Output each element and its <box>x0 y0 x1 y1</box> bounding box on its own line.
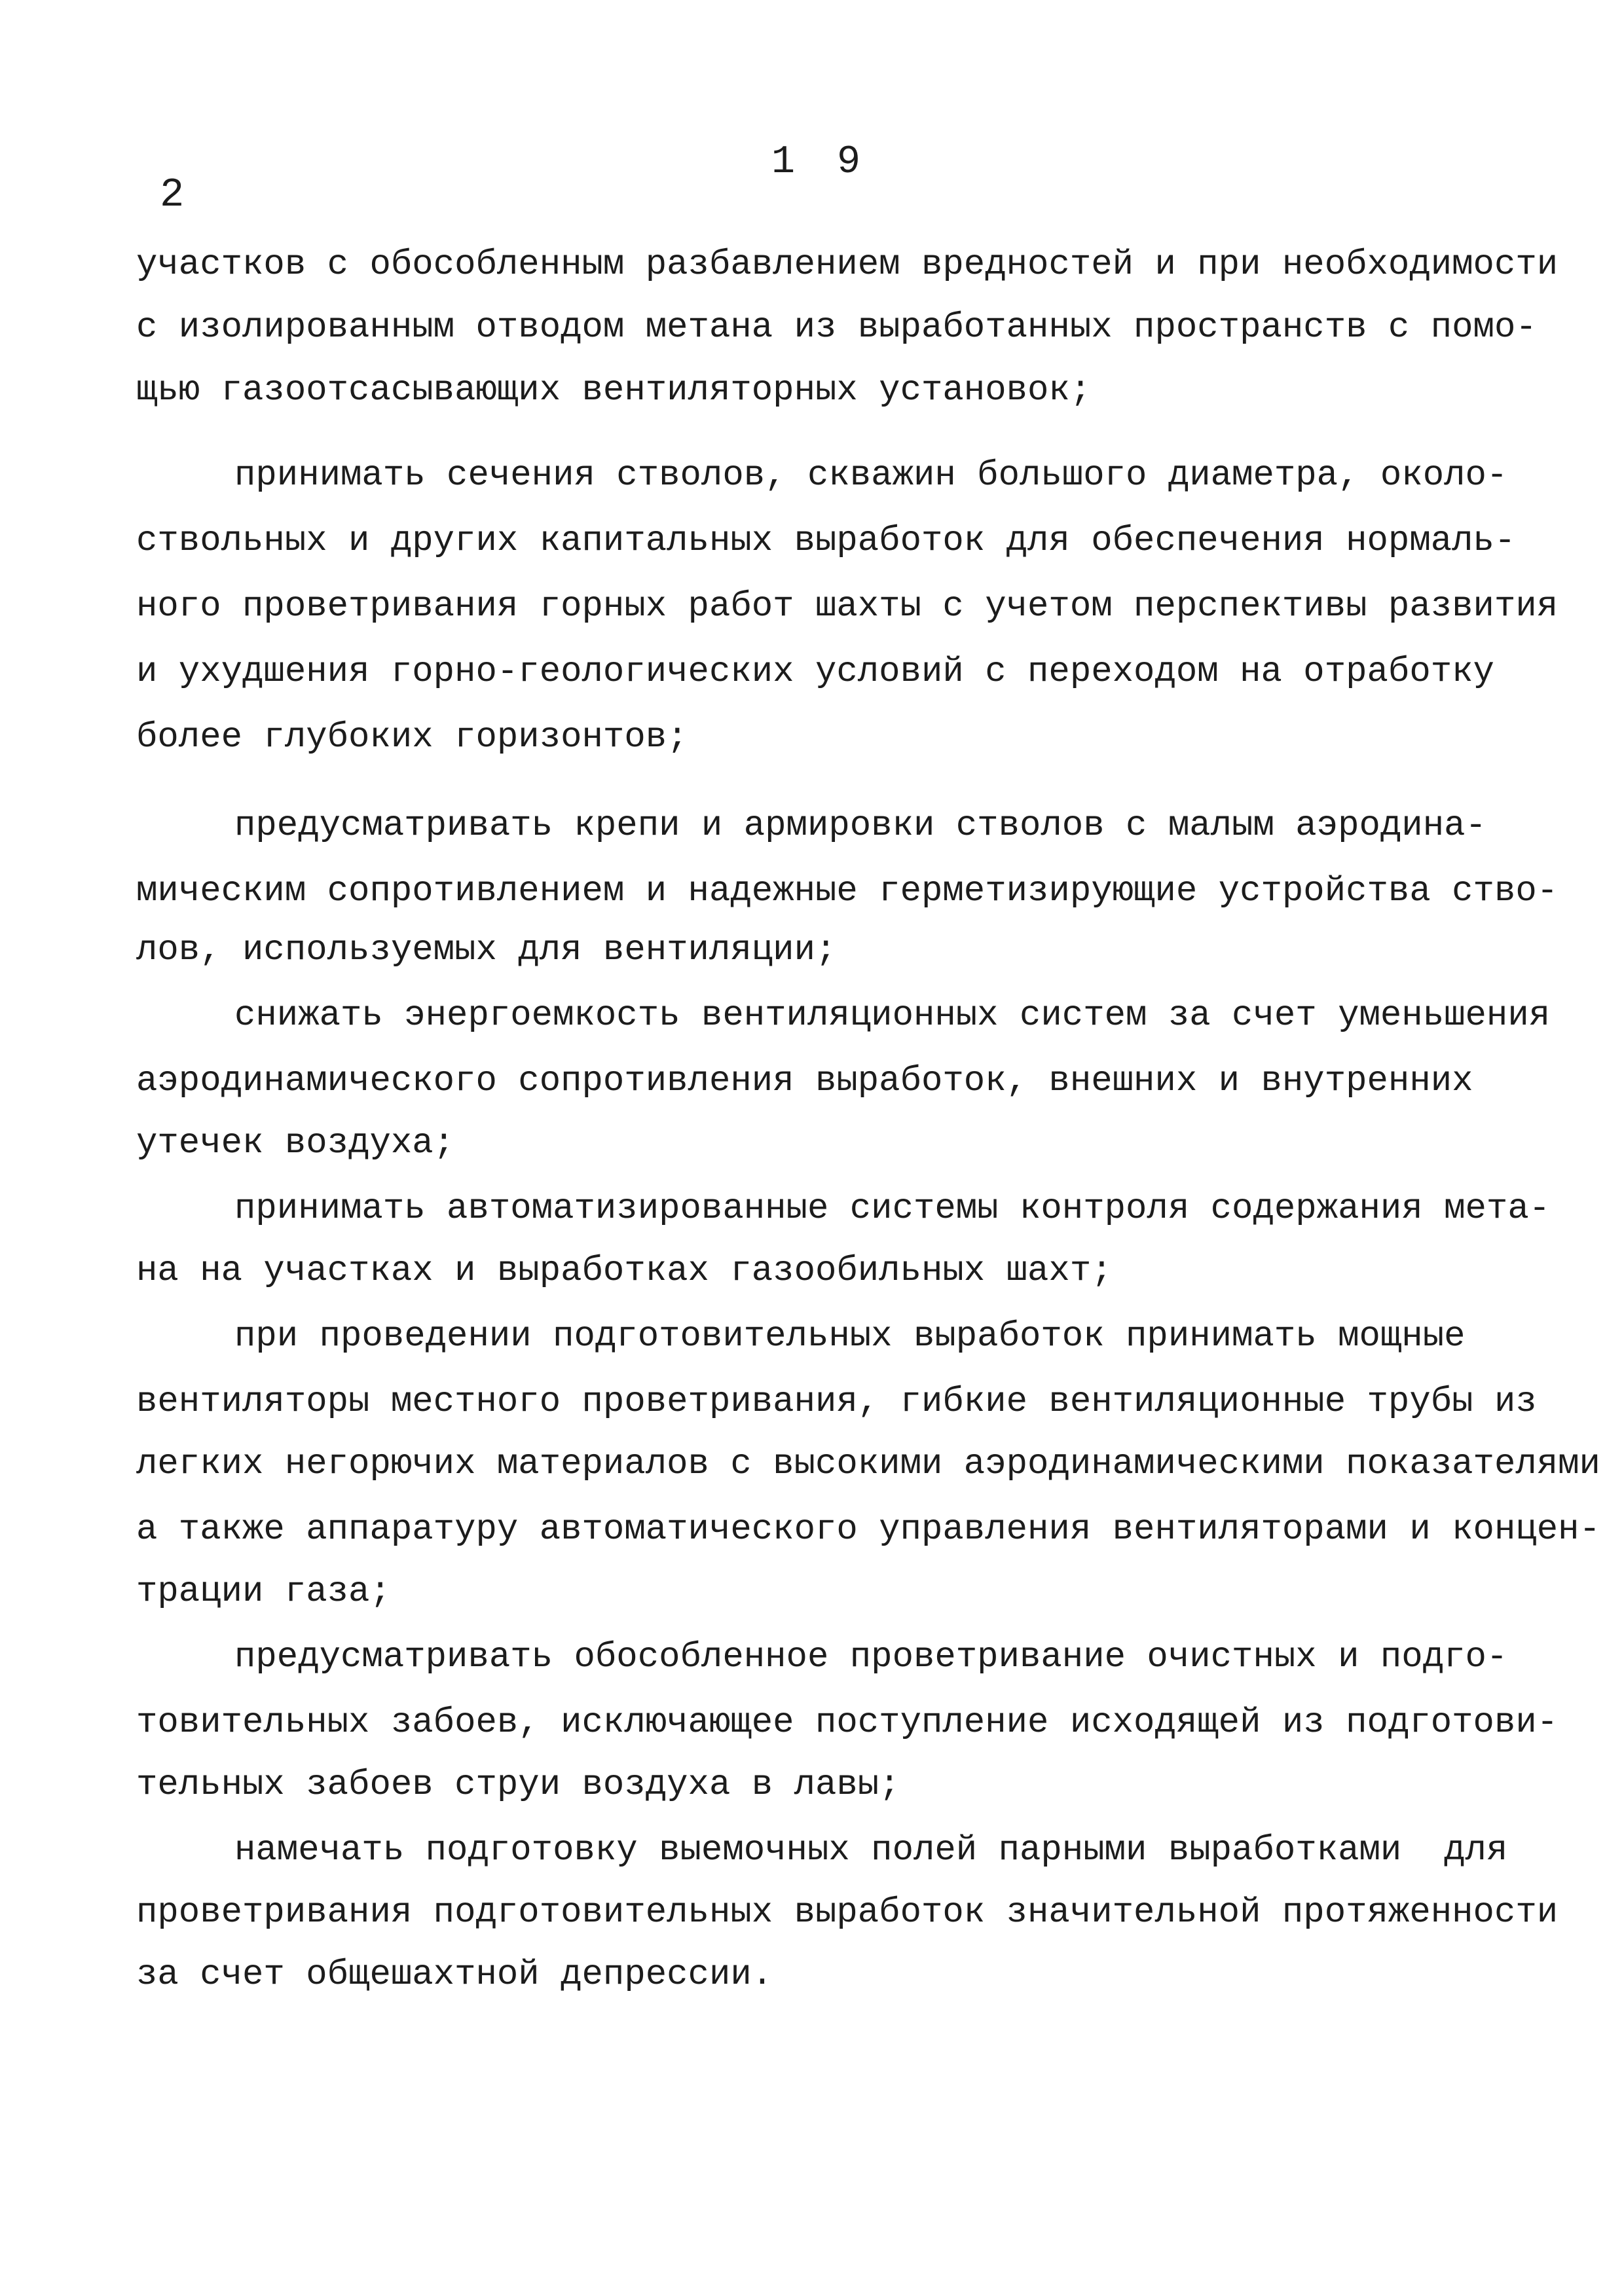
text-line: более глубоких горизонтов; <box>136 718 688 757</box>
text-line: трации газа; <box>136 1572 391 1612</box>
text-line: аэродинамического сопротивления выработок, внешних и внутренних <box>136 1061 1473 1101</box>
text-line: предусматривать крепи и армировки стволов с малым аэродина- <box>234 806 1486 846</box>
text-line: при проведении подготовительных выработок принимать мощные <box>234 1317 1466 1357</box>
page-number: 1 9 <box>771 140 870 185</box>
text-line: на на участках и выработках газообильных шахт; <box>136 1251 1113 1291</box>
text-line: мическим сопротивлением и надежные герметизирующие устройства ство- <box>136 871 1559 911</box>
text-line: тельных забоев струи воздуха в лавы; <box>136 1765 900 1805</box>
sheet-number: 2 <box>160 172 185 218</box>
text-line: намечать подготовку выемочных полей парными выработками для <box>234 1831 1508 1870</box>
text-line: за счет общешахтной депрессии. <box>136 1955 773 1995</box>
text-line: товительных забоев, исключающее поступление исходящей из подготови- <box>136 1703 1559 1743</box>
text-line: участков с обособленным разбавлением вредностей и при необходимости <box>136 245 1559 285</box>
text-line: утечек воздуха; <box>136 1123 455 1163</box>
text-line: принимать сечения стволов, скважин большого диаметра, около- <box>234 456 1508 496</box>
text-line: щью газоотсасывающих вентиляторных установок; <box>136 371 1092 410</box>
text-line: принимать автоматизированные системы контроля содержания мета- <box>234 1189 1551 1229</box>
text-line: ного проветривания горных работ шахты с учетом перспективы развития <box>136 587 1559 627</box>
text-line: снижать энергоемкость вентиляционных систем за счет уменьшения <box>234 996 1551 1036</box>
text-line: легких негорючих материалов с высокими аэродинамическими показателями <box>136 1444 1600 1484</box>
text-line: и ухудшения горно-геологических условий с переходом на отработку <box>136 652 1494 692</box>
text-line: проветривания подготовительных выработок значительной протяженности <box>136 1893 1559 1933</box>
text-line: с изолированным отводом метана из выработанных пространств с помо- <box>136 308 1537 348</box>
text-line: вентиляторы местного проветривания, гибкие вентиляционные трубы из <box>136 1382 1537 1422</box>
text-line: ствольных и других капитальных выработок для обеспечения нормаль- <box>136 521 1516 561</box>
text-line: а также аппаратуру автоматического управления вентиляторами и концен- <box>136 1510 1600 1550</box>
text-line: предусматривать обособленное проветривание очистных и подго- <box>234 1637 1508 1677</box>
text-line: лов, используемых для вентиляции; <box>136 930 837 970</box>
